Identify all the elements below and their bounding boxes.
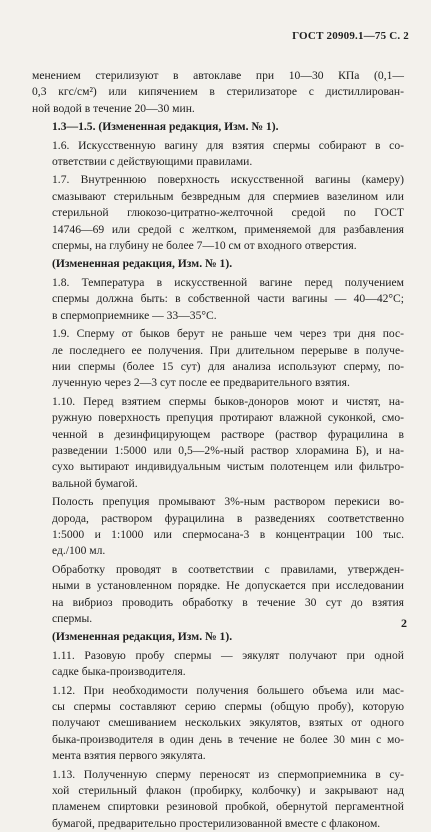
text-line: пламенем спиртовки резиновой пробкой, обернутой пергаментной — [52, 800, 404, 814]
text-line: бумагой, предварительно простерилизованной вместе с флаконом. — [52, 816, 381, 830]
text-line: 1.10. Перед взятием спермы быков-доноров моют и чистят, на- — [52, 394, 404, 408]
paragraph-p8 — [32, 394, 404, 492]
text-line: Полость препуция промывают 3%-ным раствором перекиси во- — [52, 495, 404, 509]
text-line: 1.8. Температура в искусственной вагине перед получением — [52, 275, 404, 289]
text-line: ченной в дезинфицирующем растворе (раствор фурацилина в — [52, 427, 404, 441]
text-line: получают смешиванием нескольких эякулятов, взятых от одного — [52, 716, 404, 730]
text-line: спермы. — [52, 612, 93, 625]
text-line: хой стерильный флакон (пробирку, колбочку) и закрывают над — [52, 784, 404, 798]
text-line: нии спермы (более 15 сут) для анализа используют сперму, по- — [52, 359, 404, 373]
text-line: ной водой в течение 20—30 мин. — [32, 101, 195, 115]
paragraph-p11 — [32, 629, 404, 645]
text-line: дорода, раствором фурацилина в разведениях соответственно — [52, 511, 404, 525]
text-line: лученную через 2—3 сут после ее предварительного взятия. — [52, 376, 350, 390]
paragraph-p4 — [32, 172, 404, 254]
document-body — [32, 68, 404, 832]
paragraph-p14 — [32, 767, 404, 832]
text-line: 1.7. Внутреннюю поверхность искусственной вагины (камеру) — [52, 173, 404, 187]
text-line: садке быка-производителя. — [52, 665, 186, 679]
text-line: 1.6. Искусственную вагину для взятия спермы собирают в со- — [52, 138, 404, 152]
text-line: смазывают стерильным безвредным для спермиев вазелином или — [52, 189, 404, 203]
text-line: Обработку проводят в соответствии с правилами, утвержден- — [52, 562, 404, 576]
text-line: сухо вытирают индивидуальным чистым полотенцем или фильтро- — [52, 460, 404, 474]
paragraph-p1 — [32, 68, 404, 117]
paragraph-p7 — [32, 326, 404, 392]
text-line: в спермоприемнике — 33—35°С. — [52, 308, 217, 322]
text-line: сы спермы составляют серию спермы (общую пробу), которую — [52, 700, 404, 714]
text-line: ед./100 мл. — [52, 544, 106, 558]
text-line: (Измененная редакция, Изм. № 1). — [52, 630, 233, 644]
text-line: ружную поверхность препуция протирают влажной суконкой, смо- — [52, 411, 404, 425]
text-line: менением стерилизуют в автоклаве при 10—30 КПа (0,1— — [32, 69, 404, 82]
text-line: 1.9. Сперму от быков берут не раньше чем через три дня пос- — [52, 327, 404, 341]
paragraph-p2 — [32, 119, 404, 135]
page-number: 2 — [401, 616, 407, 630]
text-line: 1.13. Полученную сперму переносят из спермоприемника в су- — [52, 767, 404, 781]
paragraph-p13 — [32, 683, 404, 765]
text-line: на вибриоз проводить обработку в течение 30 сут до взятия — [52, 595, 404, 609]
paragraph-p12 — [32, 648, 404, 681]
text-line: 1.3—1.5. (Измененная редакция, Изм. № 1). — [52, 120, 279, 134]
text-line: (Измененная редакция, Изм. № 1). — [52, 257, 233, 271]
text-line: ответствии с действующими правилами. — [52, 155, 253, 169]
paragraph-p6 — [32, 275, 404, 324]
text-line: 0,3 кгс/см²) или кипячением в стерилизаторе с дистиллирован- — [32, 85, 404, 99]
paragraph-p10 — [32, 562, 404, 628]
text-line: разведении 1:5000 или 0,5—2%-ный раствор хлорамина Б), и на- — [52, 443, 404, 457]
text-line: спермы должна быть: в собственной части вагины — 40—42°С; — [52, 292, 404, 306]
text-line: мента взятия первого эякулята. — [52, 749, 206, 763]
text-line: 1:5000 и 1:1000 или спермосана-3 в концентрации 100 тыс. — [52, 527, 404, 541]
text-line: ле последнего ее получения. При длительном перерыве в получе- — [52, 343, 404, 357]
paragraph-p5 — [32, 256, 404, 272]
text-line: быка-производителя в один день в течение не более 30 мин с мо- — [52, 732, 404, 746]
text-line: ными в установленном порядке. Не допускается при исследовании — [52, 579, 404, 593]
text-line: 14746—69 или средой с желтком, применяемой для разбавления — [52, 222, 404, 236]
text-line: 1.12. При необходимости получения большего объема или мас- — [52, 683, 404, 697]
paragraph-p3 — [32, 138, 404, 171]
text-line: стерильной глюкозо-цитратно-желточной средой по ГОСТ — [52, 206, 404, 220]
text-line: 1.11. Разовую пробу спермы — эякулят получают при одной — [52, 648, 404, 662]
text-line: вальной бумагой. — [52, 476, 138, 490]
text-line: спермы, на глубину не более 7—10 см от входного отверстия. — [52, 239, 357, 253]
running-header: ГОСТ 20909.1—75 С. 2 — [292, 30, 409, 42]
paragraph-p9 — [32, 494, 404, 560]
